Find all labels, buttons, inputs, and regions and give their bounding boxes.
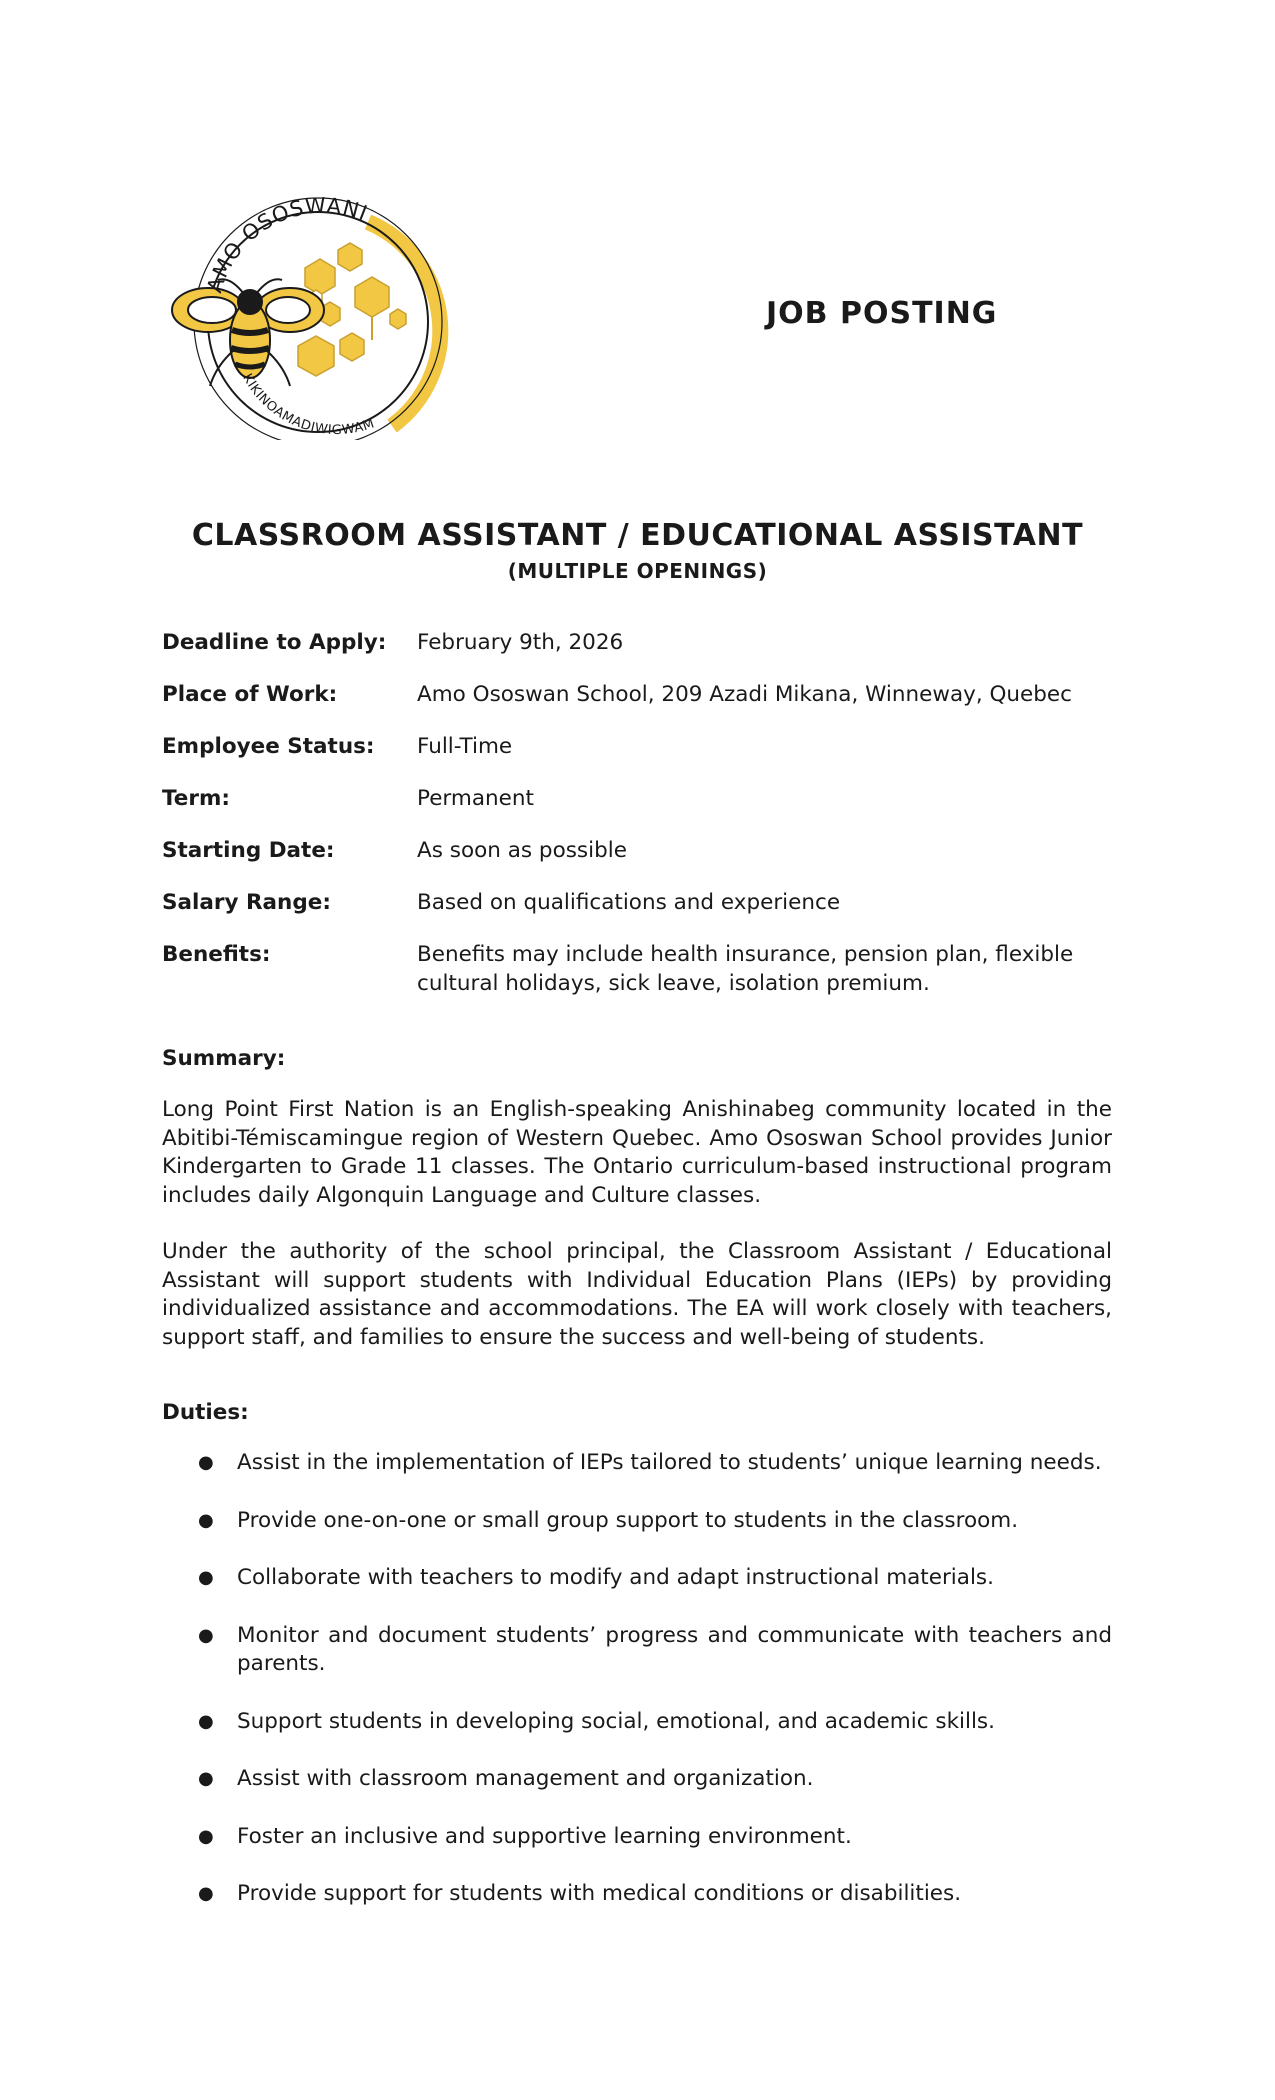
duty-item — [162, 1449, 1112, 1478]
bullet-icon: ● — [198, 1452, 214, 1473]
detail-value: Full-Time — [417, 734, 513, 759]
svg-text:KIKINOAMADIWIGWAM — [239, 371, 376, 438]
detail-label: Benefits: — [162, 942, 271, 967]
duties-section — [162, 1398, 1112, 1938]
duties-heading: Duties: — [162, 1400, 249, 1425]
job-subtitle: (MULTIPLE OPENINGS) — [507, 559, 768, 583]
duty-text: Provide one-on-one or small group support to students in the classroom. — [237, 1507, 1019, 1533]
duties-list — [162, 1449, 1112, 1909]
detail-label: Starting Date: — [162, 838, 335, 863]
duty-item — [162, 1564, 1112, 1593]
duty-text: Provide support for students with medical conditions or disabilities. — [237, 1881, 962, 1906]
logo-top-text: AMO OSOSWANI — [202, 193, 372, 296]
duty-text: Assist in the implementation of IEPs tailored to students’ unique learning needs. — [237, 1450, 1102, 1475]
detail-label: Salary Range: — [162, 890, 331, 915]
summary-paragraph: Long Point First Nation is an English-speaking Anishinabeg community located in the Abitibi-Témiscamingue region of Western Quebec. Amo Ososwan School provides Junior Kindergarten to Grade 11 classes. The Ontario curriculum-based instructional program includes daily Algonquin Language and Culture classes. — [162, 1097, 1112, 1208]
duty-text: Support students in developing social, emotional, and academic skills. — [237, 1708, 995, 1734]
duty-item — [162, 1708, 1112, 1737]
detail-row-deadline — [162, 628, 1112, 680]
duty-item — [162, 1823, 1112, 1852]
detail-value: Based on qualifications and experience — [417, 890, 841, 915]
detail-label: Place of Work: — [162, 682, 338, 707]
duty-text: Monitor and document students’ progress and communicate with teachers and parents. — [237, 1622, 1112, 1676]
detail-value: Permanent — [417, 786, 534, 811]
duty-text: Assist with classroom management and organization. — [237, 1766, 814, 1791]
detail-row-term — [162, 784, 1112, 836]
bullet-icon: ● — [198, 1624, 214, 1646]
bullet-icon: ● — [198, 1883, 214, 1904]
detail-label: Deadline to Apply: — [162, 630, 387, 655]
duty-item — [162, 1507, 1112, 1536]
detail-label: Employee Status: — [162, 734, 375, 759]
detail-row-benefits — [162, 940, 1112, 1010]
summary-paragraph: Under the authority of the school principal, the Classroom Assistant / Educational Assistant will support students with Individual Education Plans (IEPs) by providing individualized assistance and accommodations. The EA will work closely with teachers, support staff, and families to ensure the success and well-being of students. — [162, 1239, 1112, 1350]
detail-value: Amo Ososwan School, 209 Azadi Mikana, Winneway, Quebec — [417, 682, 1072, 707]
detail-row-status — [162, 732, 1112, 784]
job-details — [162, 628, 1112, 1010]
detail-row-start — [162, 836, 1112, 888]
title-block — [0, 518, 1275, 583]
bullet-icon: ● — [198, 1825, 214, 1847]
bullet-icon: ● — [198, 1768, 214, 1789]
detail-value: February 9th, 2026 — [417, 630, 624, 655]
bullet-icon: ● — [198, 1567, 214, 1588]
job-title: CLASSROOM ASSISTANT / EDUCATIONAL ASSISTANT — [191, 518, 1084, 553]
bullet-icon: ● — [198, 1509, 214, 1531]
job-posting-label: JOB POSTING — [766, 296, 998, 331]
logo-bottom-text: KIKINOAMADIWIGWAM — [239, 371, 377, 438]
school-logo — [160, 190, 450, 440]
bullet-icon: ● — [198, 1710, 214, 1732]
duty-item — [162, 1622, 1112, 1679]
duty-item — [162, 1765, 1112, 1794]
detail-row-salary — [162, 888, 1112, 940]
detail-row-place — [162, 680, 1112, 732]
detail-value: As soon as possible — [417, 838, 627, 863]
duty-text: Collaborate with teachers to modify and adapt instructional materials. — [237, 1565, 994, 1590]
duty-item — [162, 1880, 1112, 1909]
detail-value: Benefits may include health insurance, pension plan, flexible cultural holidays, sick leave, isolation premium. — [417, 942, 1074, 996]
duty-text: Foster an inclusive and supportive learning environment. — [237, 1823, 852, 1849]
svg-text:AMO OSOSWANI — [202, 193, 371, 295]
detail-label: Term: — [162, 786, 230, 811]
bee-honeycomb-logo-icon — [160, 190, 450, 440]
summary-heading: Summary: — [162, 1046, 286, 1071]
summary-section — [162, 1044, 1112, 1352]
